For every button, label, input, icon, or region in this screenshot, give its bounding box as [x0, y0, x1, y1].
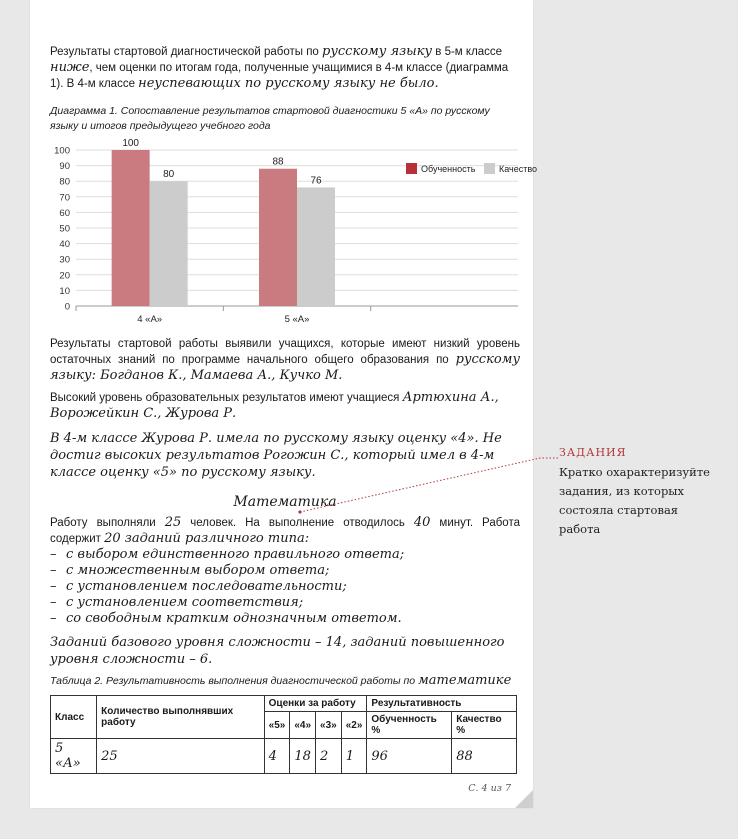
- legend-swatch: [406, 163, 417, 174]
- legend-label: Качество: [499, 164, 538, 174]
- bar-chart-svg: [50, 138, 538, 326]
- header-count: Количество выполнявших работу: [97, 696, 265, 739]
- y-tick-label: 80: [59, 176, 70, 188]
- table-header-row: [51, 696, 517, 712]
- list-item-text: с множественным выбором ответа;: [66, 563, 330, 578]
- chart-caption: Диаграмма 1. Сопоставление результатов стартовой диагностики 5 «А» по русскому языку и итогов предыдущего учебного года: [50, 105, 490, 132]
- para3-handwritten: Артюхина А., Ворожейкин С., Журова Р.: [50, 390, 499, 421]
- list-item-text: со свободным кратким однозначным ответом.: [66, 611, 402, 626]
- math-text-3: минут. Работа содержит: [50, 517, 520, 545]
- page-content: [50, 44, 538, 774]
- math-handwritten-2: 40: [413, 515, 431, 530]
- list-item: [50, 547, 520, 563]
- x-tick-label: 5 «А»: [284, 314, 310, 325]
- list-item-text: с установлением последовательности;: [66, 579, 347, 594]
- para2-text: Результаты стартовой работы выявили учащихся, которые имеют низкий уровень остаточных знаний по программе начального общего образования по: [50, 338, 520, 366]
- grade-comparison-paragraph: В 4-м классе Журова Р. имела по русскому языку оценку «4». Не достиг высоких результатов Рогожин С., который имел в 4-м классе оценку «5» по русскому языку.: [50, 431, 502, 480]
- sidebar-note: [559, 446, 719, 539]
- sidebar-text: Кратко охарактеризуйте задания, из которых состояла стартовая работа: [559, 465, 710, 536]
- header-obuchennost: Обученность %: [367, 712, 452, 739]
- y-tick-label: 100: [54, 145, 70, 157]
- y-tick-label: 40: [59, 239, 70, 251]
- table-caption: [50, 673, 520, 689]
- y-tick-label: 90: [59, 161, 70, 173]
- header-grade-4: «4»: [290, 712, 316, 739]
- list-item: [50, 611, 520, 627]
- header-grades: Оценки за работу: [264, 696, 367, 712]
- bar-value-label: 88: [272, 156, 284, 168]
- para3-text: Высокий уровень образовательных результатов имеют учащиеся: [50, 392, 403, 404]
- header-grade-2: «2»: [341, 712, 367, 739]
- intro-handwritten-3: неуспевающих по русскому языку не было.: [138, 76, 439, 91]
- intro-handwritten-2: ниже: [50, 60, 90, 75]
- y-tick-label: 0: [64, 301, 70, 313]
- list-item: [50, 563, 520, 579]
- bar-value-label: 100: [122, 138, 140, 149]
- intro-handwritten-1: русскому языку: [322, 44, 433, 59]
- para2-handwritten: русскому языку: Богданов К., Мамаева А., Кучко М.: [50, 352, 520, 383]
- math-intro-paragraph: [50, 515, 520, 547]
- legend-swatch: [484, 163, 495, 174]
- list-item-text: с установлением соответствия;: [66, 595, 304, 610]
- y-tick-label: 10: [59, 285, 70, 297]
- list-dash: –: [50, 595, 57, 610]
- bar-value-label: 80: [163, 169, 175, 181]
- high-level-paragraph: [50, 390, 520, 422]
- cell-kachestvo: 88: [452, 739, 517, 774]
- math-text-1: Работу выполняли: [50, 517, 165, 529]
- complexity-summary: Заданий базового уровня сложности – 14, заданий повышенного уровня сложности – 6.: [50, 635, 505, 667]
- header-result: Результативность: [367, 696, 517, 712]
- math-text-2: человек. На выполнение отводилось: [181, 517, 414, 529]
- header-grade-3: «3»: [316, 712, 342, 739]
- y-tick-label: 50: [59, 223, 70, 235]
- cell-grade-4: 18: [290, 739, 316, 774]
- intro-text-1: Результаты стартовой диагностической работы по: [50, 46, 323, 58]
- bar: [150, 181, 188, 306]
- table-caption-text: Таблица 2. Результативность выполнения диагностической работы по: [50, 675, 419, 687]
- y-tick-label: 20: [59, 270, 70, 282]
- list-dash: –: [50, 579, 57, 594]
- list-dash: –: [50, 563, 57, 578]
- y-tick-label: 60: [59, 207, 70, 219]
- math-handwritten-3: 20 заданий различного типа:: [104, 531, 310, 546]
- list-item: [50, 579, 520, 595]
- y-tick-label: 70: [59, 192, 70, 204]
- intro-text-3: , чем оценки по итогам года, полученные учащимися в 4-м классе (диаграмма 1). В 4-м классе: [50, 62, 509, 90]
- bar: [297, 187, 335, 306]
- table-caption-handwritten: математике: [418, 673, 512, 688]
- bar: [259, 169, 297, 306]
- cell-grade-3: 2: [316, 739, 342, 774]
- intro-text-2: в 5-м классе: [432, 46, 503, 58]
- cell-class: 5 «А»: [51, 739, 97, 774]
- header-grade-5: «5»: [264, 712, 290, 739]
- list-item: [50, 595, 520, 611]
- math-handwritten-1: 25: [164, 515, 182, 530]
- header-class: Класс: [51, 696, 97, 739]
- bar-value-label: 76: [310, 175, 322, 187]
- legend-label: Обученность: [421, 164, 476, 174]
- x-tick-label: 4 «А»: [137, 314, 163, 325]
- list-dash: –: [50, 611, 57, 626]
- task-type-list: [50, 547, 520, 627]
- results-table: [50, 695, 517, 774]
- document-page: [30, 0, 538, 808]
- y-tick-label: 30: [59, 254, 70, 266]
- bar-chart: [50, 138, 538, 326]
- cell-count: 25: [97, 739, 265, 774]
- sidebar-title: ЗАДАНИЯ: [559, 446, 627, 459]
- header-kachestvo: Качество %: [452, 712, 517, 739]
- cell-grade-5: 4: [264, 739, 290, 774]
- math-heading: Математика: [233, 494, 337, 510]
- list-dash: –: [50, 547, 57, 562]
- table-row: [51, 739, 517, 774]
- intro-paragraph: [50, 44, 520, 92]
- bar: [112, 150, 150, 306]
- page-number: С. 4 из 7: [468, 783, 511, 794]
- page-fold-corner: [515, 790, 533, 808]
- cell-grade-2: 1: [341, 739, 367, 774]
- cell-obuchennost: 96: [367, 739, 452, 774]
- list-item-text: с выбором единственного правильного ответа;: [66, 547, 405, 562]
- low-level-paragraph: [50, 336, 520, 384]
